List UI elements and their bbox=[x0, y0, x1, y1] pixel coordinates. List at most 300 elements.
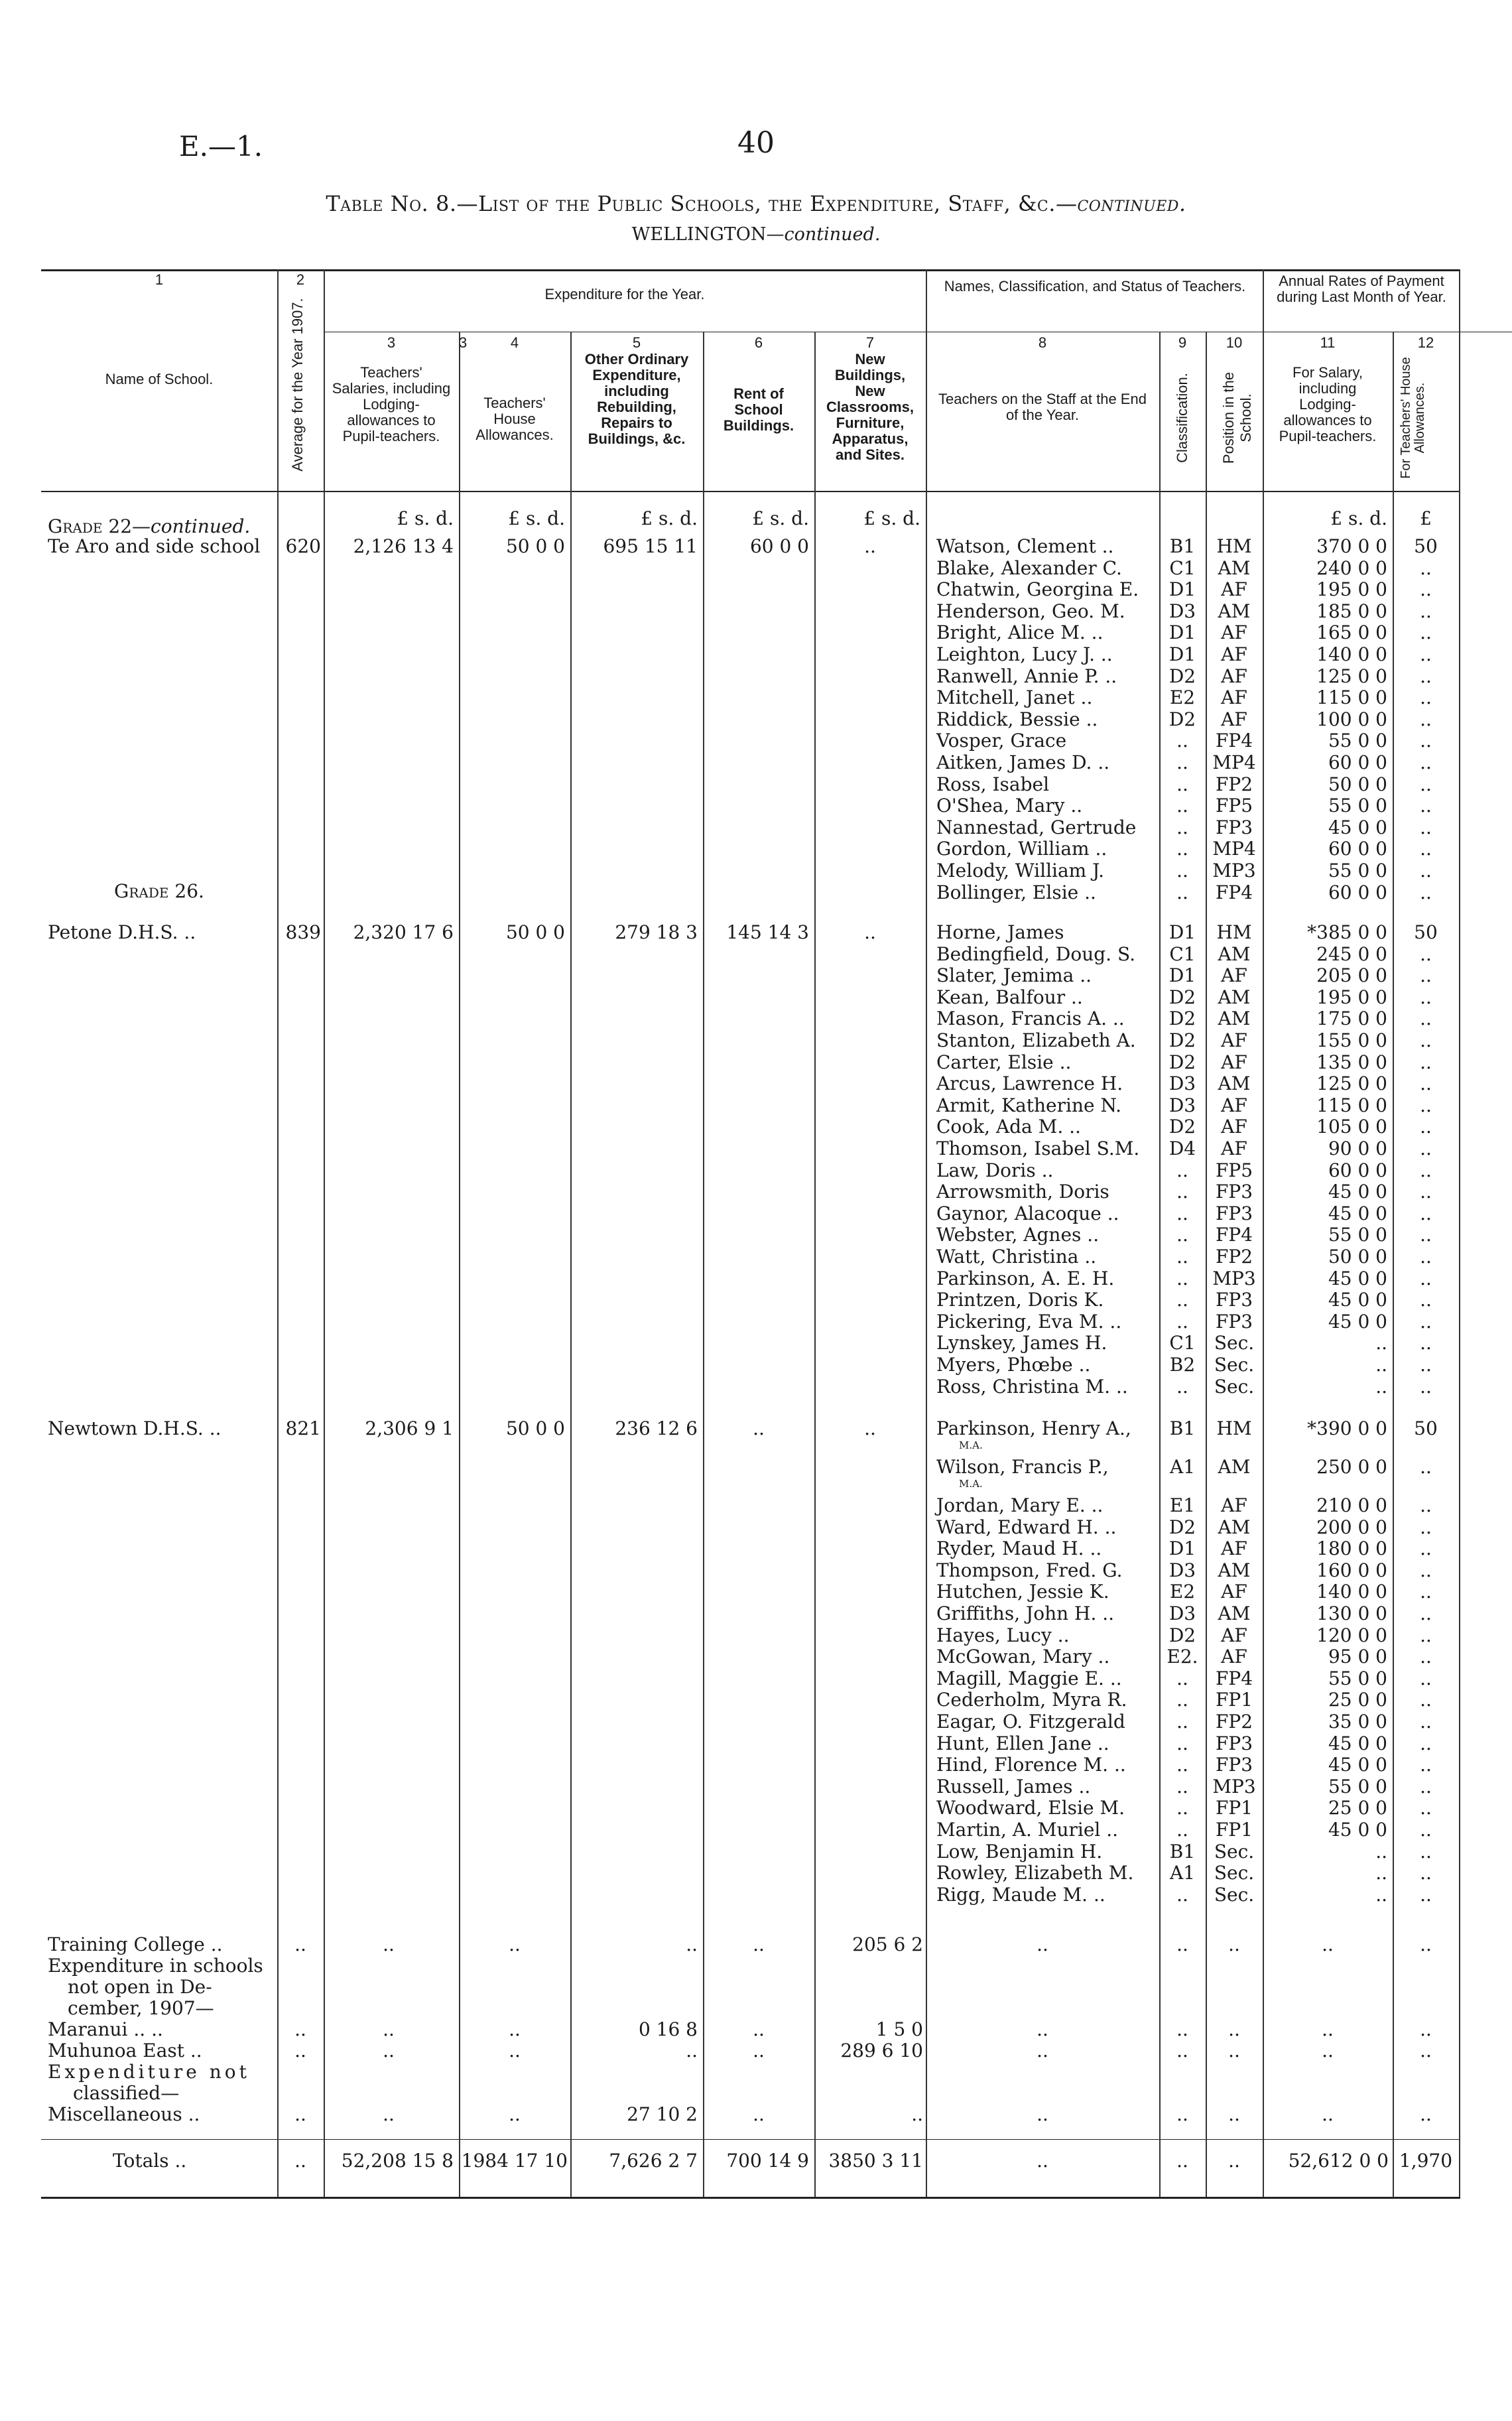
teacher-classification: E2 bbox=[1169, 687, 1196, 709]
teacher-classification: .. bbox=[1176, 1202, 1188, 1224]
teacher-classification: D2 bbox=[1168, 708, 1196, 730]
petone-other-expenditure: 279 18 3 bbox=[615, 921, 698, 943]
col12-header: For Teachers' House Allowances. bbox=[1399, 357, 1427, 479]
teacher-name: Arrowsmith, Doris bbox=[936, 1181, 1109, 1203]
teacher-salary: .. bbox=[1375, 1375, 1387, 1398]
teacher-name: Russell, James .. bbox=[936, 1775, 1091, 1798]
teacher-salary: 245 0 0 bbox=[1316, 943, 1387, 965]
teacher-position: Sec. bbox=[1214, 1862, 1255, 1884]
teacher-allowance: .. bbox=[1420, 1667, 1432, 1689]
teacher-salary: 175 0 0 bbox=[1316, 1008, 1387, 1030]
teacher-classification: .. bbox=[1176, 1732, 1188, 1754]
totals-label: Totals .. bbox=[113, 2150, 187, 2172]
teacher-position: AF bbox=[1221, 665, 1247, 687]
totals-teachers: .. bbox=[1037, 2150, 1048, 2172]
col6-number: 6 bbox=[754, 334, 763, 351]
newtown-teacher-1-position: HM bbox=[1216, 1417, 1252, 1439]
teacher-position: AM bbox=[1218, 600, 1251, 622]
row-cell-c2: .. bbox=[294, 2103, 306, 2125]
teacher-name: Bright, Alice M. .. bbox=[936, 622, 1103, 644]
totals-salaries: 52,208 15 8 bbox=[341, 2150, 454, 2172]
teacher-salary: 35 0 0 bbox=[1328, 1711, 1387, 1733]
teacher-salary: 135 0 0 bbox=[1316, 1051, 1387, 1073]
teacher-classification: D2 bbox=[1168, 1624, 1196, 1646]
teacher-classification: A1 bbox=[1169, 1862, 1196, 1884]
teacher-name: Lynskey, James H. bbox=[936, 1332, 1107, 1354]
teacher-allowance: .. bbox=[1420, 1819, 1432, 1841]
teacher-classification: .. bbox=[1176, 795, 1188, 817]
teacher-position: AF bbox=[1221, 1029, 1247, 1051]
petone-rent: 145 14 3 bbox=[726, 921, 809, 943]
teacher-position: FP4 bbox=[1215, 1224, 1253, 1246]
col-divider-1 bbox=[277, 269, 279, 2197]
teacher-name: Rigg, Maude M. .. bbox=[936, 1883, 1105, 1906]
teacher-salary: 125 0 0 bbox=[1316, 1073, 1387, 1095]
newtown-teacher-2-allowance: .. bbox=[1420, 1456, 1432, 1478]
newtown-house-allowances: 50 0 0 bbox=[505, 1417, 565, 1439]
not-open-label-1: Expenditure in schools bbox=[48, 1955, 263, 1977]
teacher-salary: 45 0 0 bbox=[1328, 1310, 1387, 1333]
teacher-salary: 100 0 0 bbox=[1316, 708, 1387, 730]
teacher-salary: 45 0 0 bbox=[1328, 1181, 1387, 1203]
teacher-allowance: .. bbox=[1420, 1094, 1432, 1116]
teacher-classification: D4 bbox=[1168, 1138, 1196, 1159]
teacher-name: Hayes, Lucy .. bbox=[936, 1624, 1070, 1646]
col-divider-2 bbox=[324, 269, 325, 2197]
teacher-position: AM bbox=[1218, 943, 1251, 965]
teacher-allowance: .. bbox=[1420, 1775, 1432, 1798]
teacher-position: AF bbox=[1221, 687, 1247, 709]
col2-number: 2 bbox=[296, 271, 305, 288]
teacher-position: AF bbox=[1221, 578, 1247, 601]
teacher-position: Sec. bbox=[1214, 1354, 1255, 1376]
grade-26-label: Grade 26. bbox=[114, 880, 204, 902]
row-cell-c10: .. bbox=[1228, 2040, 1240, 2061]
teacher-classification: .. bbox=[1176, 838, 1188, 860]
newtown-new-buildings: .. bbox=[864, 1417, 876, 1439]
col5-header: Other Ordinary Expenditure, including Rebuilding, Repairs to Buildings, &c. bbox=[584, 351, 689, 447]
te-aro-other-expenditure: 695 15 11 bbox=[603, 535, 698, 557]
col7-number: 7 bbox=[865, 334, 875, 351]
teacher-salary: 240 0 0 bbox=[1316, 556, 1387, 579]
teacher-classification: D1 bbox=[1168, 578, 1196, 601]
row-cell-c4: .. bbox=[509, 2040, 521, 2061]
teacher-salary: 45 0 0 bbox=[1328, 1732, 1387, 1754]
teacher-allowance: .. bbox=[1420, 1689, 1432, 1711]
teacher-classification: .. bbox=[1176, 1181, 1188, 1203]
teacher-position: MP4 bbox=[1212, 752, 1256, 773]
row-cell-c5: 27 10 2 bbox=[627, 2103, 698, 2125]
te-aro-new-buildings: .. bbox=[864, 535, 876, 557]
teacher-name: Gaynor, Alacoque .. bbox=[936, 1202, 1119, 1224]
newtown-teacher-2-degree: M.A. bbox=[959, 1478, 983, 1490]
teacher-allowance: .. bbox=[1420, 1332, 1432, 1354]
teacher-salary: *385 0 0 bbox=[1307, 921, 1387, 943]
col7-header: New Buildings, New Classrooms, Furniture, Apparatus, and Sites. bbox=[826, 351, 914, 463]
teacher-name: Armit, Katherine N. bbox=[936, 1094, 1122, 1116]
teacher-classification: E2 bbox=[1169, 1581, 1196, 1603]
teacher-allowance: 50 bbox=[1414, 535, 1438, 557]
newtown-teacher-2-class: A1 bbox=[1169, 1456, 1196, 1478]
teacher-allowance: .. bbox=[1420, 773, 1432, 795]
teacher-salary: 60 0 0 bbox=[1328, 752, 1387, 773]
row-cell-c2: .. bbox=[294, 2040, 306, 2061]
teacher-classification: B1 bbox=[1169, 1840, 1196, 1863]
teacher-allowance: .. bbox=[1420, 943, 1432, 965]
teacher-name: Law, Doris .. bbox=[936, 1159, 1054, 1181]
totals-average: .. bbox=[294, 2150, 306, 2172]
teacher-position: AF bbox=[1221, 1538, 1247, 1560]
row-cell-c11: .. bbox=[1322, 1933, 1334, 1955]
teacher-salary: 95 0 0 bbox=[1328, 1646, 1387, 1668]
teacher-allowance: .. bbox=[1420, 1289, 1432, 1311]
teacher-allowance: .. bbox=[1420, 860, 1432, 882]
teacher-classification: .. bbox=[1176, 1711, 1188, 1733]
teacher-allowance: .. bbox=[1420, 643, 1432, 665]
row-cell-c11: .. bbox=[1322, 2103, 1334, 2125]
teacher-salary: 140 0 0 bbox=[1316, 643, 1387, 665]
not-classified-label-1: Expenditure not bbox=[48, 2061, 250, 2083]
teacher-classification: .. bbox=[1176, 1267, 1188, 1289]
row-cell-c7: .. bbox=[911, 2103, 923, 2125]
row-cell-c11: .. bbox=[1322, 2018, 1334, 2040]
teacher-salary: 140 0 0 bbox=[1316, 1581, 1387, 1603]
teacher-position: AM bbox=[1218, 1008, 1251, 1030]
teacher-position: MP4 bbox=[1212, 838, 1256, 860]
row-cell-c9: .. bbox=[1176, 1933, 1188, 1955]
teacher-allowance: .. bbox=[1420, 1246, 1432, 1268]
col2-header: Average for the Year 1907. bbox=[289, 298, 306, 472]
row-cell-c8: .. bbox=[1037, 1933, 1048, 1955]
row-cell-c7: 289 6 10 bbox=[840, 2040, 923, 2061]
teacher-salary: 55 0 0 bbox=[1328, 860, 1387, 882]
teacher-position: FP4 bbox=[1215, 881, 1253, 903]
teacher-classification: E1 bbox=[1169, 1494, 1196, 1516]
teacher-name: Magill, Maggie E. .. bbox=[936, 1667, 1122, 1689]
newtown-other-expenditure: 236 12 6 bbox=[615, 1417, 698, 1439]
teacher-position: Sec. bbox=[1214, 1840, 1255, 1863]
row-cell-c6: .. bbox=[753, 1933, 765, 1955]
teacher-classification: B2 bbox=[1169, 1354, 1196, 1376]
row-cell-c7: 205 6 2 bbox=[852, 1933, 923, 1955]
teacher-classification: D1 bbox=[1168, 1538, 1196, 1560]
teacher-name: Parkinson, A. E. H. bbox=[936, 1267, 1115, 1289]
teacher-salary: 55 0 0 bbox=[1328, 1775, 1387, 1798]
header-bottom-rule bbox=[41, 491, 1460, 492]
teacher-name: Watson, Clement .. bbox=[936, 535, 1114, 557]
not-open-label-3: cember, 1907— bbox=[68, 1997, 214, 2019]
row-cell-c12: .. bbox=[1420, 2103, 1432, 2125]
teacher-name: Ryder, Maud H. .. bbox=[936, 1538, 1102, 1560]
teacher-allowance: .. bbox=[1420, 1354, 1432, 1376]
rates-group-header: Annual Rates of Payment during Last Month of Year. bbox=[1277, 273, 1446, 305]
teacher-allowance: .. bbox=[1420, 1375, 1432, 1398]
col12-number: 12 bbox=[1417, 334, 1434, 351]
teacher-allowance: .. bbox=[1420, 986, 1432, 1008]
teacher-position: AF bbox=[1221, 1624, 1247, 1646]
teacher-name: Cederholm, Myra R. bbox=[936, 1689, 1127, 1711]
newtown-teacher-2-position: AM bbox=[1218, 1456, 1251, 1478]
teacher-name: Mitchell, Janet .. bbox=[936, 687, 1093, 709]
teacher-name: Rowley, Elizabeth M. bbox=[936, 1862, 1134, 1884]
table-top-rule bbox=[41, 269, 1460, 271]
teacher-allowance: .. bbox=[1420, 1711, 1432, 1733]
row-cell-c9: .. bbox=[1176, 2103, 1188, 2125]
teacher-allowance: .. bbox=[1420, 1559, 1432, 1581]
teacher-name: Hutchen, Jessie K. bbox=[936, 1581, 1109, 1603]
newtown-teacher-2-salary: 250 0 0 bbox=[1316, 1456, 1387, 1478]
newtown-teacher-1-degree: M.A. bbox=[959, 1439, 983, 1451]
teacher-name: Thomson, Isabel S.M. bbox=[936, 1138, 1140, 1159]
teacher-classification: D1 bbox=[1168, 921, 1196, 943]
school-name-petone: Petone D.H.S. .. bbox=[48, 921, 196, 943]
teacher-allowance: .. bbox=[1420, 600, 1432, 622]
teacher-position: MP3 bbox=[1212, 1267, 1256, 1289]
col5-number: 5 bbox=[632, 334, 641, 351]
unit-col6: £ s. d. bbox=[752, 507, 809, 529]
teacher-name: Slater, Jemima .. bbox=[936, 964, 1092, 987]
teacher-classification: .. bbox=[1176, 1667, 1188, 1689]
row-cell-c10: .. bbox=[1228, 2018, 1240, 2040]
teacher-name: Kean, Balfour .. bbox=[936, 986, 1083, 1008]
teacher-allowance: .. bbox=[1420, 1159, 1432, 1181]
teacher-position: FP2 bbox=[1215, 1711, 1253, 1733]
teacher-position: AF bbox=[1221, 1646, 1247, 1668]
teacher-classification: D3 bbox=[1168, 1559, 1196, 1581]
teacher-name: Martin, A. Muriel .. bbox=[936, 1819, 1119, 1841]
teacher-position: AM bbox=[1218, 1559, 1251, 1581]
teacher-position: AM bbox=[1218, 1603, 1251, 1624]
teacher-salary: .. bbox=[1375, 1332, 1387, 1354]
teacher-position: FP4 bbox=[1215, 1667, 1253, 1689]
teacher-salary: 45 0 0 bbox=[1328, 1267, 1387, 1289]
col10-number: 10 bbox=[1226, 334, 1243, 351]
teacher-classification: D1 bbox=[1168, 643, 1196, 665]
teacher-classification: D3 bbox=[1168, 1073, 1196, 1095]
teacher-position: FP5 bbox=[1215, 795, 1253, 817]
totals-house-allowance-rates: 1,970 bbox=[1399, 2150, 1453, 2172]
teacher-allowance: .. bbox=[1420, 1494, 1432, 1516]
school-name-te-aro: Te Aro and side school bbox=[48, 535, 261, 557]
row-cell-c9: .. bbox=[1176, 2040, 1188, 2061]
teacher-salary: 45 0 0 bbox=[1328, 1289, 1387, 1311]
col-divider-12 bbox=[1459, 269, 1460, 2197]
teacher-salary: 180 0 0 bbox=[1316, 1538, 1387, 1560]
teacher-position: HM bbox=[1216, 921, 1252, 943]
teacher-classification: C1 bbox=[1169, 556, 1196, 579]
col3-header: Teachers' Salaries, including Lodging-allowances to Pupil-teachers. bbox=[332, 364, 451, 444]
teacher-name: Vosper, Grace bbox=[936, 730, 1067, 752]
teacher-position: AF bbox=[1221, 964, 1247, 987]
row-cell-c9: .. bbox=[1176, 2018, 1188, 2040]
teacher-name: O'Shea, Mary .. bbox=[936, 795, 1083, 817]
teacher-name: Leighton, Lucy J. .. bbox=[936, 643, 1113, 665]
teacher-classification: .. bbox=[1176, 1819, 1188, 1841]
teacher-name: Low, Benjamin H. bbox=[936, 1840, 1103, 1863]
teacher-salary: .. bbox=[1375, 1862, 1387, 1884]
teacher-name: Cook, Ada M. .. bbox=[936, 1116, 1081, 1138]
teacher-allowance: .. bbox=[1420, 1646, 1432, 1668]
teacher-allowance: .. bbox=[1420, 838, 1432, 860]
teacher-position: FP3 bbox=[1215, 816, 1253, 838]
teacher-allowance: .. bbox=[1420, 1202, 1432, 1224]
teacher-position: AF bbox=[1221, 1138, 1247, 1159]
teacher-allowance: .. bbox=[1420, 1862, 1432, 1884]
teacher-name: Bedingfield, Doug. S. bbox=[936, 943, 1136, 965]
teacher-position: AF bbox=[1221, 643, 1247, 665]
teacher-classification: E2. bbox=[1166, 1646, 1198, 1668]
row-cell-c6: .. bbox=[753, 2040, 765, 2061]
row-cell-c12: .. bbox=[1420, 1933, 1432, 1955]
teacher-salary: 55 0 0 bbox=[1328, 1224, 1387, 1246]
document-reference: E.—1. bbox=[179, 130, 263, 163]
newtown-teacher-1-name: Parkinson, Henry A., bbox=[936, 1417, 1131, 1439]
teacher-name: Blake, Alexander C. bbox=[936, 556, 1122, 579]
teacher-position: FP3 bbox=[1215, 1310, 1253, 1333]
te-aro-average: 620 bbox=[285, 535, 321, 557]
newtown-teacher-1-salary: *390 0 0 bbox=[1307, 1417, 1387, 1439]
row-cell-c3: .. bbox=[383, 2103, 395, 2125]
unit-col5: £ s. d. bbox=[641, 507, 698, 529]
teacher-classification: B1 bbox=[1169, 535, 1196, 557]
teacher-salary: 115 0 0 bbox=[1316, 1094, 1387, 1116]
row-cell-c8: .. bbox=[1037, 2018, 1048, 2040]
teacher-position: FP1 bbox=[1215, 1689, 1253, 1711]
training-college-name: Training College .. bbox=[48, 1933, 223, 1955]
teacher-position: AF bbox=[1221, 708, 1247, 730]
teacher-salary: 370 0 0 bbox=[1316, 535, 1387, 557]
teacher-name: Mason, Francis A. .. bbox=[936, 1008, 1125, 1030]
newtown-salaries: 2,306 9 1 bbox=[365, 1417, 454, 1439]
teacher-name: Carter, Elsie .. bbox=[936, 1051, 1072, 1073]
col9-header: Classification. bbox=[1174, 373, 1190, 463]
col10-header: Position in the School. bbox=[1220, 371, 1254, 464]
teacher-allowance: .. bbox=[1420, 1267, 1432, 1289]
teacher-salary: .. bbox=[1375, 1840, 1387, 1863]
teacher-classification: D3 bbox=[1168, 1603, 1196, 1624]
teacher-allowance: 50 bbox=[1414, 921, 1438, 943]
teacher-position: FP3 bbox=[1215, 1181, 1253, 1203]
teacher-classification: .. bbox=[1176, 881, 1188, 903]
miscellaneous-name: Miscellaneous .. bbox=[48, 2103, 200, 2125]
te-aro-salaries: 2,126 13 4 bbox=[353, 535, 454, 557]
teacher-position: MP3 bbox=[1212, 1775, 1256, 1798]
teacher-salary: 55 0 0 bbox=[1328, 730, 1387, 752]
teacher-salary: 130 0 0 bbox=[1316, 1603, 1387, 1624]
teacher-allowance: .. bbox=[1420, 1224, 1432, 1246]
col11-number: 11 bbox=[1320, 334, 1336, 351]
col11-header: For Salary, including Lodging-allowances to Pupil-teachers. bbox=[1279, 364, 1377, 444]
teacher-allowance: .. bbox=[1420, 1138, 1432, 1159]
teacher-salary: 105 0 0 bbox=[1316, 1116, 1387, 1138]
teacher-allowance: .. bbox=[1420, 1310, 1432, 1333]
table-subtitle: WELLINGTON—continued. bbox=[631, 224, 881, 245]
totals-new-buildings: 3850 3 11 bbox=[828, 2150, 923, 2172]
teacher-classification: .. bbox=[1176, 773, 1188, 795]
teacher-salary: 45 0 0 bbox=[1328, 816, 1387, 838]
teacher-allowance: .. bbox=[1420, 752, 1432, 773]
teacher-name: Ranwell, Annie P. .. bbox=[936, 665, 1117, 687]
page-number: 40 bbox=[737, 126, 775, 160]
teacher-salary: 185 0 0 bbox=[1316, 600, 1387, 622]
teacher-classification: .. bbox=[1176, 816, 1188, 838]
teacher-salary: 25 0 0 bbox=[1328, 1797, 1387, 1819]
table-bottom-rule bbox=[41, 2197, 1460, 2199]
row-cell-c3: .. bbox=[383, 1933, 395, 1955]
teacher-allowance: .. bbox=[1420, 1754, 1432, 1776]
teacher-allowance: .. bbox=[1420, 795, 1432, 817]
teacher-position: FP3 bbox=[1215, 1754, 1253, 1776]
teacher-classification: .. bbox=[1176, 730, 1188, 752]
teacher-position: AM bbox=[1218, 1516, 1251, 1538]
teacher-position: FP3 bbox=[1215, 1732, 1253, 1754]
teacher-classification: D2 bbox=[1168, 1116, 1196, 1138]
newtown-teacher-1-class: B1 bbox=[1169, 1417, 1196, 1439]
grade-22-label: Grade 22—continued. bbox=[48, 515, 251, 537]
row-cell-c3: .. bbox=[383, 2040, 395, 2061]
teacher-allowance: .. bbox=[1420, 622, 1432, 644]
teacher-salary: 160 0 0 bbox=[1316, 1559, 1387, 1581]
teacher-name: Webster, Agnes .. bbox=[936, 1224, 1100, 1246]
teacher-classification: .. bbox=[1176, 1775, 1188, 1798]
teacher-allowance: .. bbox=[1420, 1073, 1432, 1095]
teacher-classification: D3 bbox=[1168, 600, 1196, 622]
teacher-name: Griffiths, John H. .. bbox=[936, 1603, 1115, 1624]
teacher-name: Riddick, Bessie .. bbox=[936, 708, 1098, 730]
row-cell-c3: .. bbox=[383, 2018, 395, 2040]
teacher-position: FP4 bbox=[1215, 730, 1253, 752]
teacher-salary: 55 0 0 bbox=[1328, 1667, 1387, 1689]
teacher-salary: 50 0 0 bbox=[1328, 1246, 1387, 1268]
teacher-name: Ross, Christina M. .. bbox=[936, 1375, 1128, 1398]
teacher-classification: .. bbox=[1176, 1375, 1188, 1398]
teacher-salary: 45 0 0 bbox=[1328, 1754, 1387, 1776]
totals-position: .. bbox=[1228, 2150, 1240, 2172]
teacher-allowance: .. bbox=[1420, 1029, 1432, 1051]
petone-salaries: 2,320 17 6 bbox=[353, 921, 454, 943]
totals-top-rule bbox=[41, 2139, 1460, 2140]
teacher-position: FP1 bbox=[1215, 1797, 1253, 1819]
teacher-allowance: .. bbox=[1420, 816, 1432, 838]
row-cell-c12: .. bbox=[1420, 2018, 1432, 2040]
school-name-newtown: Newtown D.H.S. .. bbox=[48, 1417, 221, 1439]
teacher-name: Jordan, Mary E. .. bbox=[936, 1494, 1103, 1516]
newtown-teacher-2-name: Wilson, Francis P., bbox=[936, 1456, 1109, 1478]
teacher-allowance: .. bbox=[1420, 1603, 1432, 1624]
teacher-classification: D2 bbox=[1168, 1051, 1196, 1073]
teacher-name: McGowan, Mary .. bbox=[936, 1646, 1110, 1668]
teacher-salary: 60 0 0 bbox=[1328, 838, 1387, 860]
teacher-position: Sec. bbox=[1214, 1883, 1255, 1906]
teacher-position: HM bbox=[1216, 535, 1252, 557]
names-group-header: Names, Classification, and Status of Teachers. bbox=[944, 278, 1246, 294]
te-aro-rent: 60 0 0 bbox=[749, 535, 809, 557]
teacher-allowance: .. bbox=[1420, 578, 1432, 601]
teacher-name: Stanton, Elizabeth A. bbox=[936, 1029, 1136, 1051]
totals-other-expenditure: 7,626 2 7 bbox=[609, 2150, 698, 2172]
newtown-rent: .. bbox=[753, 1417, 765, 1439]
expenditure-group-header: Expenditure for the Year. bbox=[544, 286, 705, 302]
petone-new-buildings: .. bbox=[864, 921, 876, 943]
newtown-average: 821 bbox=[285, 1417, 321, 1439]
teacher-position: AF bbox=[1221, 1051, 1247, 1073]
totals-classification: .. bbox=[1176, 2150, 1188, 2172]
teacher-position: AF bbox=[1221, 1581, 1247, 1603]
row-cell-c6: .. bbox=[753, 2103, 765, 2125]
teacher-classification: .. bbox=[1176, 752, 1188, 773]
teacher-salary: 60 0 0 bbox=[1328, 1159, 1387, 1181]
teacher-name: Hind, Florence M. .. bbox=[936, 1754, 1126, 1776]
